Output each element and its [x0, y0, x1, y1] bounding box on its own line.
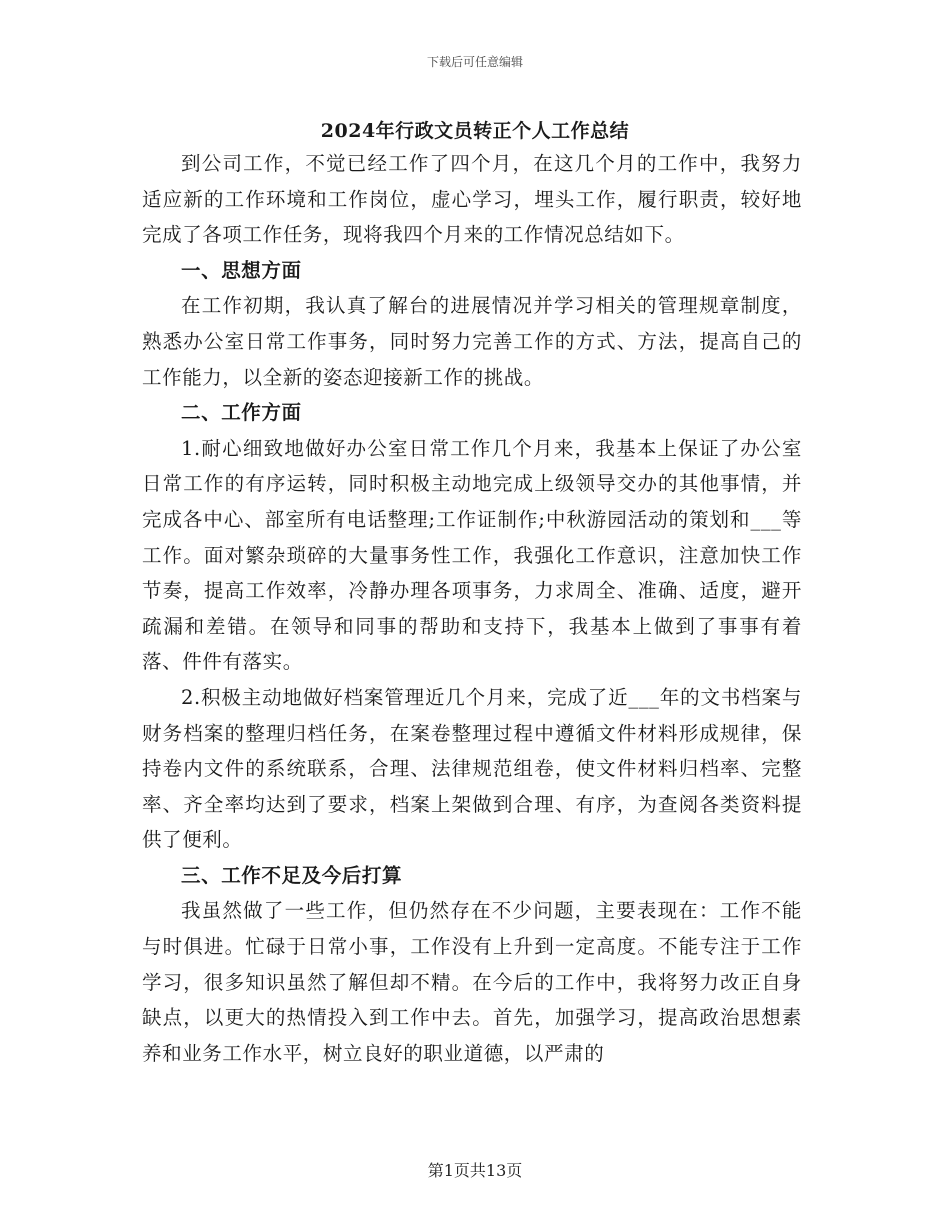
- document-body: [142, 146, 802, 1071]
- section-thinking-paragraph: 在工作初期，我认真了解台的进展情况并学习相关的管理规章制度，熟悉办公室日常工作事务，同时努力完善工作的方式、方法，提高自己的工作能力，以全新的姿态迎接新工作的挑战。: [142, 294, 802, 389]
- intro-paragraph: 到公司工作，不觉已经工作了四个月，在这几个月的工作中，我努力适应新的工作环境和工作岗位，虚心学习，埋头工作，履行职责，较好地完成了各项工作任务，现将我四个月来的工作情况总结如下。: [142, 152, 802, 247]
- page-footer-page-number: 第1页共13页: [427, 1161, 523, 1180]
- section-heading-thinking: 一、思想方面: [181, 258, 302, 282]
- document-title: 2024年行政文员转正个人工作总结: [320, 120, 630, 142]
- section-heading-shortcomings: 三、工作不足及今后打算: [181, 863, 403, 887]
- page-header-note: 下载后可任意编辑: [426, 55, 523, 69]
- section-work-paragraph-2: 2.积极主动地做好档案管理近几个月来，完成了近___年的文书档案与财务档案的整理归档任务，在案卷整理过程中遵循文件材料形成规律，保持卷内文件的系统联系，合理、法律规范组卷，使文件材料归档率、完整率、齐全率均达到了要求，档案上架做到合理、有序，为查阅各类资料提供了便利。: [142, 685, 802, 852]
- section-heading-work: 二、工作方面: [181, 401, 302, 425]
- section-shortcomings-paragraph: 我虽然做了一些工作，但仍然存在不少问题，主要表现在：工作不能与时俱进。忙碌于日常小事，工作没有上升到一定高度。不能专注于工作学习，很多知识虽然了解但却不精。在今后的工作中，我将努力改正自身缺点，以更大的热情投入到工作中去。首先，加强学习，提高政治思想素养和业务工作水平，树立良好的职业道德，以严肃的: [142, 899, 802, 1065]
- section-work-paragraph-1: 1.耐心细致地做好办公室日常工作几个月来，我基本上保证了办公室日常工作的有序运转，同时积极主动地完成上级领导交办的其他事情，并完成各中心、部室所有电话整理;工作证制作;中秋游园活动的策划和___等工作。面对繁杂琐碎的大量事务性工作，我强化工作意识，注意加快工作节奏，提高工作效率，冷静办理各项事务，力求周全、准确、适度，避开疏漏和差错。在领导和同事的帮助和支持下，我基本上做到了事事有着落、件件有落实。: [142, 436, 802, 674]
